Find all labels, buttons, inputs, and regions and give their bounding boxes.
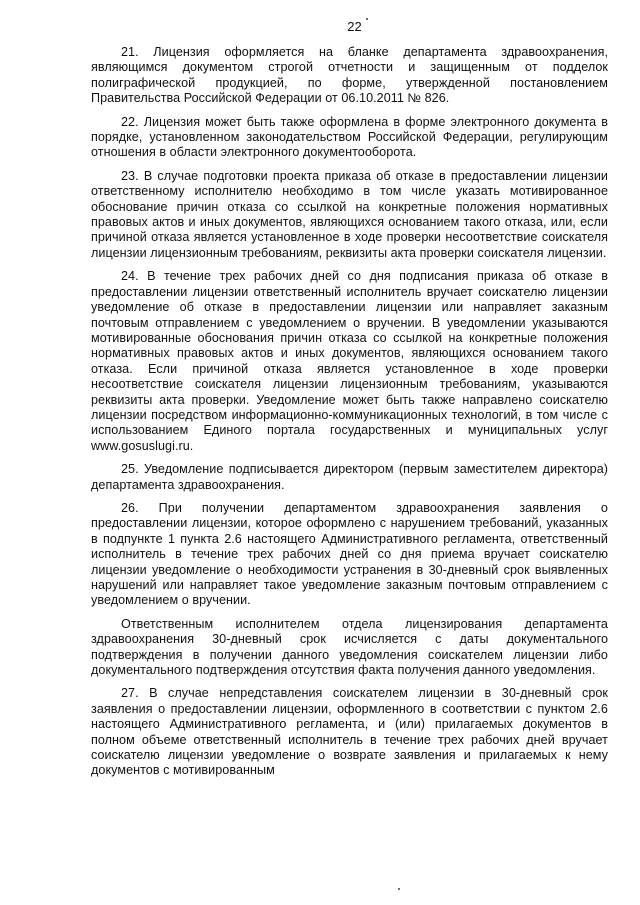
page-number: 22: [347, 19, 362, 34]
paragraph-25: 25. Уведомление подписывается директором (первым заместителем директора) департамента здравоохранения.: [91, 462, 608, 492]
paragraph-26: 26. При получении департаментом здравоохранения заявления о предоставлении лицензии, которое оформлено с нарушением требований, указанных в подпункте 1 пункта 2.6 настоящего Административного регламента, ответственный исполнитель в течение трех рабочих дней со дня приема вручает соискателю лицензии уведомление о необходимости устранения в 30-дневный срок выявленных нарушений или направляет такое уведомление заказным почтовым отправлением с уведомлением о вручении.: [91, 500, 608, 608]
paragraph-22: 22. Лицензия может быть также оформлена в форме электронного документа в порядке, установленном законодательством Российской Федерации, регулирующим отношения в области электронного документооборота.: [91, 114, 608, 160]
paragraph-27: 27. В случае непредставления соискателем лицензии в 30-дневный срок заявления о предоставлении лицензии, оформленного в соответствии с пунктом 2.6 настоящего Административного регламента, и (или) прилагаемых документов в полном объеме ответственный исполнитель в течение трех рабочих дней вручает соискателю лицензии уведомление о возврате заявления и прилагаемых к нему документов с мотивированным: [91, 686, 608, 778]
paragraph-23: 23. В случае подготовки проекта приказа об отказе в предоставлении лицензии ответственному исполнителю необходимо в том числе указать мотивированное обоснование причин отказа со ссылкой на конкретные положения нормативных правовых актов и иных документов, являющихся основанием такого отказа, или, если причиной отказа является установленное в ходе проверки несоответствие соискателя лицензии лицензионным требованиям, реквизиты акта проверки соискателя лицензии.: [91, 168, 608, 260]
paragraph-21: 21. Лицензия оформляется на бланке департамента здравоохранения, являющимся документом строгой отчетности и защищенным от подделок полиграфической продукцией, по форме, утвержденной постановлением Правительства Российской Федерации от 06.10.2011 № 826.: [91, 45, 608, 106]
scan-speck: [366, 18, 368, 20]
paragraph-24: 24. В течение трех рабочих дней со дня подписания приказа об отказе в предоставлении лицензии ответственный исполнитель вручает соискателю лицензии уведомление об отказе в предоставлении лицензии или направляет заказным почтовым отправлением с уведомлением о вручении. В уведомлении указываются мотивированные обоснования причин отказа со ссылкой на конкретные положения нормативных правовых актов и иных документов, являющихся основанием такого отказа. Если причиной отказа является установленное в ходе проверки несоответствие соискателя лицензии лицензионным требованиям, указываются реквизиты акта проверки. Уведомление может быть также направлено соискателю лицензии посредством информационно-коммуникационных технологий, в том числе с использованием Единого портала государственных и муниципальных услуг www.gosuslugi.ru.: [91, 269, 608, 453]
document-page: [91, 18, 608, 787]
scan-speck: [398, 888, 400, 890]
paragraph-26-continuation: Ответственным исполнителем отдела лицензирования департамента здравоохранения 30-дневный срок исчисляется с даты документального подтверждения в получении данного уведомления соискателем лицензии либо документального подтверждения отсутствия факта получения данного уведомления.: [91, 616, 608, 678]
